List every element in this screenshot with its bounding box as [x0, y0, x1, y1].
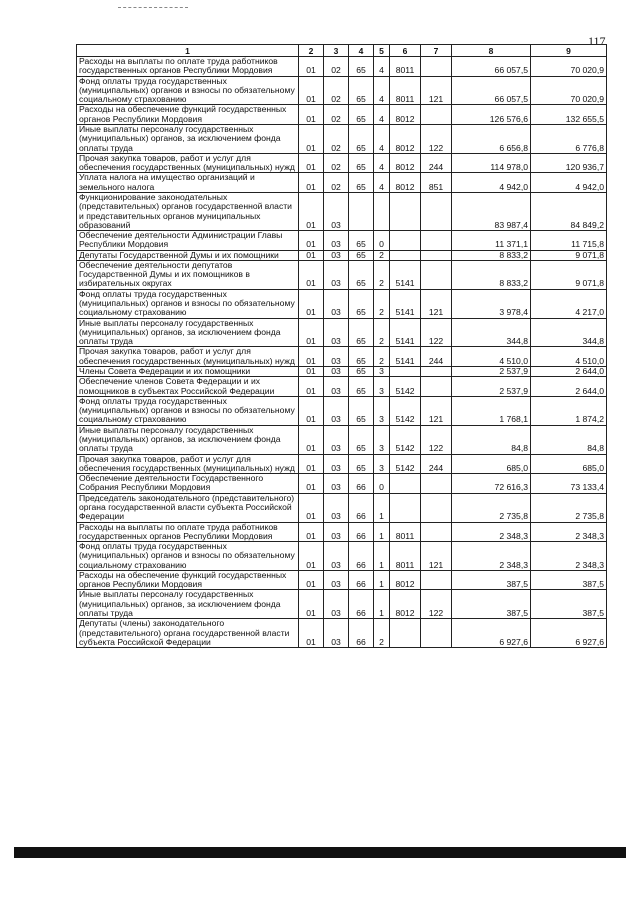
table-row	[77, 367, 607, 377]
amount-year1-cell: 387,5	[452, 590, 531, 619]
target-article-cell: 8011	[390, 522, 421, 542]
program-code-cell: 65	[349, 124, 374, 153]
row-name-cell: Иные выплаты персоналу государственных (муниципальных) органов, за исключением фонда оплаты труда	[77, 318, 299, 347]
section-code-cell: 01	[299, 377, 324, 397]
amount-year2-cell: 70 020,9	[531, 76, 607, 105]
header-cell: 8	[452, 45, 531, 57]
row-name-cell: Иные выплаты персоналу государственных (муниципальных) органов, за исключением фонда оплаты труда	[77, 425, 299, 454]
expense-type-cell	[421, 192, 452, 230]
amount-year1-cell: 114 978,0	[452, 153, 531, 173]
target-article-cell: 5142	[390, 425, 421, 454]
target-article-cell	[390, 367, 421, 377]
subprogram-code-cell: 2	[374, 318, 390, 347]
expense-type-cell: 121	[421, 396, 452, 425]
program-code-cell: 65	[349, 250, 374, 260]
program-code-cell: 65	[349, 396, 374, 425]
subsection-code-cell: 03	[324, 619, 349, 648]
program-code-cell: 66	[349, 542, 374, 571]
amount-year1-cell: 66 057,5	[452, 57, 531, 77]
table-row	[77, 231, 607, 251]
row-name-cell: Иные выплаты персоналу государственных (муниципальных) органов, за исключением фонда оплаты труда	[77, 590, 299, 619]
target-article-cell: 8012	[390, 124, 421, 153]
subsection-code-cell: 03	[324, 474, 349, 494]
subprogram-code-cell: 4	[374, 153, 390, 173]
program-code-cell: 65	[349, 289, 374, 318]
amount-year1-cell: 6 656,8	[452, 124, 531, 153]
budget-table	[76, 44, 607, 648]
subsection-code-cell: 03	[324, 570, 349, 590]
subsection-code-cell: 02	[324, 76, 349, 105]
subsection-code-cell: 03	[324, 367, 349, 377]
program-code-cell: 66	[349, 619, 374, 648]
target-article-cell: 5141	[390, 289, 421, 318]
amount-year2-cell: 132 655,5	[531, 105, 607, 125]
section-code-cell: 01	[299, 542, 324, 571]
expense-type-cell: 244	[421, 153, 452, 173]
amount-year2-cell: 2 348,3	[531, 542, 607, 571]
amount-year2-cell: 84 849,2	[531, 192, 607, 230]
amount-year2-cell: 6 927,6	[531, 619, 607, 648]
subsection-code-cell: 03	[324, 493, 349, 522]
expense-type-cell: 122	[421, 425, 452, 454]
expense-type-cell: 851	[421, 173, 452, 193]
program-code-cell: 65	[349, 347, 374, 367]
amount-year2-cell: 685,0	[531, 454, 607, 474]
subprogram-code-cell: 4	[374, 105, 390, 125]
target-article-cell: 5141	[390, 347, 421, 367]
table-body	[77, 57, 607, 648]
subprogram-code-cell: 0	[374, 231, 390, 251]
target-article-cell: 8011	[390, 57, 421, 77]
expense-type-cell	[421, 260, 452, 289]
subsection-code-cell: 02	[324, 173, 349, 193]
amount-year1-cell: 2 735,8	[452, 493, 531, 522]
row-name-cell: Прочая закупка товаров, работ и услуг для обеспечения государственных (муниципальных) нужд	[77, 454, 299, 474]
table-row	[77, 250, 607, 260]
amount-year2-cell: 1 874,2	[531, 396, 607, 425]
row-name-cell: Обеспечение деятельности Администрации Главы Республики Мордовия	[77, 231, 299, 251]
table-row	[77, 76, 607, 105]
section-code-cell: 01	[299, 231, 324, 251]
expense-type-cell	[421, 250, 452, 260]
subprogram-code-cell: 1	[374, 522, 390, 542]
table-row	[77, 542, 607, 571]
amount-year2-cell: 2 644,0	[531, 367, 607, 377]
section-code-cell: 01	[299, 173, 324, 193]
subsection-code-cell: 03	[324, 542, 349, 571]
amount-year2-cell: 11 715,8	[531, 231, 607, 251]
program-code-cell: 65	[349, 153, 374, 173]
program-code-cell: 65	[349, 76, 374, 105]
expense-type-cell	[421, 570, 452, 590]
section-code-cell: 01	[299, 260, 324, 289]
row-name-cell: Фонд оплаты труда государственных (муниципальных) органов и взносы по обязательному социальному страхованию	[77, 542, 299, 571]
subprogram-code-cell: 1	[374, 542, 390, 571]
amount-year1-cell: 1 768,1	[452, 396, 531, 425]
section-code-cell: 01	[299, 425, 324, 454]
header-cell: 7	[421, 45, 452, 57]
row-name-cell: Расходы на обеспечение функций государственных органов Республики Мордовия	[77, 570, 299, 590]
page-number: 117	[588, 34, 606, 48]
section-code-cell: 01	[299, 454, 324, 474]
row-name-cell: Функционирование законодательных (представительных) органов государственной власти и представительных органов муниципальных образований	[77, 192, 299, 230]
header-cell: 1	[77, 45, 299, 57]
program-code-cell: 65	[349, 377, 374, 397]
amount-year2-cell: 4 217,0	[531, 289, 607, 318]
section-code-cell: 01	[299, 522, 324, 542]
subprogram-code-cell: 3	[374, 367, 390, 377]
table-row	[77, 377, 607, 397]
section-code-cell: 01	[299, 347, 324, 367]
row-name-cell: Фонд оплаты труда государственных (муниципальных) органов и взносы по обязательному социальному страхованию	[77, 396, 299, 425]
row-name-cell: Члены Совета Федерации и их помощники	[77, 367, 299, 377]
amount-year1-cell: 8 833,2	[452, 260, 531, 289]
subprogram-code-cell: 2	[374, 289, 390, 318]
amount-year2-cell: 9 071,8	[531, 260, 607, 289]
expense-type-cell: 122	[421, 318, 452, 347]
section-code-cell: 01	[299, 570, 324, 590]
table-row	[77, 619, 607, 648]
subprogram-code-cell: 2	[374, 347, 390, 367]
amount-year1-cell: 3 978,4	[452, 289, 531, 318]
table-row	[77, 425, 607, 454]
amount-year1-cell: 83 987,4	[452, 192, 531, 230]
subprogram-code-cell: 1	[374, 493, 390, 522]
subsection-code-cell: 02	[324, 153, 349, 173]
subprogram-code-cell: 3	[374, 396, 390, 425]
section-code-cell: 01	[299, 474, 324, 494]
section-code-cell: 01	[299, 289, 324, 318]
expense-type-cell	[421, 231, 452, 251]
row-name-cell: Депутаты (члены) законодательного (представительного) органа государственной власти субъекта Российской Федерации	[77, 619, 299, 648]
section-code-cell: 01	[299, 590, 324, 619]
amount-year1-cell: 72 616,3	[452, 474, 531, 494]
amount-year1-cell: 126 576,6	[452, 105, 531, 125]
subsection-code-cell: 03	[324, 250, 349, 260]
target-article-cell: 5141	[390, 260, 421, 289]
target-article-cell: 8012	[390, 570, 421, 590]
subsection-code-cell: 02	[324, 124, 349, 153]
section-code-cell: 01	[299, 192, 324, 230]
row-name-cell: Депутаты Государственной Думы и их помощники	[77, 250, 299, 260]
section-code-cell: 01	[299, 493, 324, 522]
expense-type-cell: 122	[421, 590, 452, 619]
header-cell: 5	[374, 45, 390, 57]
expense-type-cell	[421, 57, 452, 77]
row-name-cell: Председатель законодательного (представительного) органа государственной власти субъекта Российской Федерации	[77, 493, 299, 522]
subprogram-code-cell: 3	[374, 454, 390, 474]
program-code-cell: 66	[349, 493, 374, 522]
expense-type-cell: 121	[421, 289, 452, 318]
row-name-cell: Уплата налога на имущество организаций и земельного налога	[77, 173, 299, 193]
subprogram-code-cell: 4	[374, 57, 390, 77]
subsection-code-cell: 03	[324, 347, 349, 367]
target-article-cell: 8012	[390, 590, 421, 619]
table-row	[77, 347, 607, 367]
amount-year1-cell: 387,5	[452, 570, 531, 590]
subprogram-code-cell	[374, 192, 390, 230]
scan-artifact	[118, 7, 188, 9]
target-article-cell	[390, 231, 421, 251]
section-code-cell: 01	[299, 76, 324, 105]
section-code-cell: 01	[299, 367, 324, 377]
expense-type-cell: 122	[421, 124, 452, 153]
amount-year1-cell: 84,8	[452, 425, 531, 454]
target-article-cell: 5142	[390, 377, 421, 397]
table-row	[77, 153, 607, 173]
table-row	[77, 396, 607, 425]
expense-type-cell	[421, 377, 452, 397]
target-article-cell	[390, 493, 421, 522]
table-row	[77, 454, 607, 474]
section-code-cell: 01	[299, 57, 324, 77]
expense-type-cell: 244	[421, 347, 452, 367]
amount-year2-cell: 4 942,0	[531, 173, 607, 193]
target-article-cell	[390, 619, 421, 648]
row-name-cell: Расходы на выплаты по оплате труда работников государственных органов Республики Мордовия	[77, 522, 299, 542]
table-row	[77, 474, 607, 494]
subsection-code-cell: 03	[324, 231, 349, 251]
section-code-cell: 01	[299, 318, 324, 347]
row-name-cell: Прочая закупка товаров, работ и услуг для обеспечения государственных (муниципальных) нужд	[77, 347, 299, 367]
program-code-cell: 65	[349, 260, 374, 289]
target-article-cell: 8012	[390, 105, 421, 125]
program-code-cell: 65	[349, 318, 374, 347]
subprogram-code-cell: 2	[374, 619, 390, 648]
amount-year1-cell: 8 833,2	[452, 250, 531, 260]
subsection-code-cell: 03	[324, 318, 349, 347]
amount-year1-cell: 2 348,3	[452, 522, 531, 542]
target-article-cell: 5142	[390, 396, 421, 425]
subsection-code-cell: 03	[324, 454, 349, 474]
program-code-cell: 65	[349, 454, 374, 474]
table-row	[77, 124, 607, 153]
subprogram-code-cell: 2	[374, 250, 390, 260]
row-name-cell: Обеспечение членов Совета Федерации и их помощников в субъектах Российской Федерации	[77, 377, 299, 397]
row-name-cell: Обеспечение деятельности Государственного Собрания Республики Мордовия	[77, 474, 299, 494]
amount-year2-cell: 73 133,4	[531, 474, 607, 494]
amount-year1-cell: 344,8	[452, 318, 531, 347]
table-row	[77, 57, 607, 77]
subsection-code-cell: 03	[324, 192, 349, 230]
header-cell: 2	[299, 45, 324, 57]
target-article-cell	[390, 474, 421, 494]
amount-year2-cell: 387,5	[531, 590, 607, 619]
table-row	[77, 260, 607, 289]
program-code-cell: 65	[349, 425, 374, 454]
header-cell: 6	[390, 45, 421, 57]
amount-year1-cell: 685,0	[452, 454, 531, 474]
amount-year2-cell: 84,8	[531, 425, 607, 454]
subsection-code-cell: 02	[324, 105, 349, 125]
amount-year1-cell: 66 057,5	[452, 76, 531, 105]
header-cell: 3	[324, 45, 349, 57]
expense-type-cell	[421, 367, 452, 377]
subsection-code-cell: 03	[324, 590, 349, 619]
section-code-cell: 01	[299, 124, 324, 153]
subsection-code-cell: 03	[324, 396, 349, 425]
subprogram-code-cell: 4	[374, 124, 390, 153]
expense-type-cell: 244	[421, 454, 452, 474]
table-row	[77, 590, 607, 619]
amount-year2-cell: 2 735,8	[531, 493, 607, 522]
expense-type-cell: 121	[421, 76, 452, 105]
target-article-cell: 8011	[390, 542, 421, 571]
program-code-cell: 66	[349, 590, 374, 619]
program-code-cell: 65	[349, 173, 374, 193]
section-code-cell: 01	[299, 153, 324, 173]
target-article-cell: 8012	[390, 173, 421, 193]
amount-year1-cell: 2 537,9	[452, 377, 531, 397]
program-code-cell: 66	[349, 522, 374, 542]
section-code-cell: 01	[299, 250, 324, 260]
section-code-cell: 01	[299, 105, 324, 125]
program-code-cell: 65	[349, 57, 374, 77]
expense-type-cell	[421, 474, 452, 494]
subsection-code-cell: 03	[324, 522, 349, 542]
amount-year1-cell: 2 348,3	[452, 542, 531, 571]
row-name-cell: Прочая закупка товаров, работ и услуг для обеспечения государственных (муниципальных) нужд	[77, 153, 299, 173]
amount-year2-cell: 2 348,3	[531, 522, 607, 542]
program-code-cell: 66	[349, 570, 374, 590]
amount-year2-cell: 120 936,7	[531, 153, 607, 173]
expense-type-cell: 121	[421, 542, 452, 571]
expense-type-cell	[421, 105, 452, 125]
expense-type-cell	[421, 493, 452, 522]
amount-year2-cell: 344,8	[531, 318, 607, 347]
program-code-cell: 65	[349, 105, 374, 125]
subprogram-code-cell: 4	[374, 173, 390, 193]
subprogram-code-cell: 3	[374, 425, 390, 454]
subprogram-code-cell: 3	[374, 377, 390, 397]
table-row	[77, 570, 607, 590]
row-name-cell: Обеспечение деятельности депутатов Государственной Думы и их помощников в избирательных округах	[77, 260, 299, 289]
table-row	[77, 173, 607, 193]
table-header-row	[77, 45, 607, 57]
subprogram-code-cell: 1	[374, 570, 390, 590]
expense-type-cell	[421, 522, 452, 542]
expense-type-cell	[421, 619, 452, 648]
header-cell: 9	[531, 45, 607, 57]
section-code-cell: 01	[299, 619, 324, 648]
row-name-cell: Расходы на обеспечение функций государственных органов Республики Мордовия	[77, 105, 299, 125]
target-article-cell: 5141	[390, 318, 421, 347]
subprogram-code-cell: 4	[374, 76, 390, 105]
table-row	[77, 318, 607, 347]
subsection-code-cell: 03	[324, 260, 349, 289]
amount-year1-cell: 6 927,6	[452, 619, 531, 648]
target-article-cell: 8012	[390, 153, 421, 173]
amount-year2-cell: 9 071,8	[531, 250, 607, 260]
amount-year2-cell: 70 020,9	[531, 57, 607, 77]
amount-year2-cell: 4 510,0	[531, 347, 607, 367]
amount-year2-cell: 2 644,0	[531, 377, 607, 397]
header-cell: 4	[349, 45, 374, 57]
subsection-code-cell: 03	[324, 377, 349, 397]
target-article-cell	[390, 192, 421, 230]
row-name-cell: Расходы на выплаты по оплате труда работников государственных органов Республики Мордовия	[77, 57, 299, 77]
amount-year2-cell: 6 776,8	[531, 124, 607, 153]
target-article-cell: 8011	[390, 76, 421, 105]
subprogram-code-cell: 2	[374, 260, 390, 289]
program-code-cell	[349, 192, 374, 230]
row-name-cell: Иные выплаты персоналу государственных (муниципальных) органов, за исключением фонда оплаты труда	[77, 124, 299, 153]
amount-year1-cell: 2 537,9	[452, 367, 531, 377]
section-code-cell: 01	[299, 396, 324, 425]
table-row	[77, 105, 607, 125]
subsection-code-cell: 02	[324, 57, 349, 77]
scan-edge-bar	[14, 847, 626, 858]
program-code-cell: 65	[349, 231, 374, 251]
row-name-cell: Фонд оплаты труда государственных (муниципальных) органов и взносы по обязательному социальному страхованию	[77, 76, 299, 105]
subprogram-code-cell: 1	[374, 590, 390, 619]
target-article-cell	[390, 250, 421, 260]
subsection-code-cell: 03	[324, 289, 349, 318]
program-code-cell: 66	[349, 474, 374, 494]
amount-year2-cell: 387,5	[531, 570, 607, 590]
table-row	[77, 289, 607, 318]
row-name-cell: Фонд оплаты труда государственных (муниципальных) органов и взносы по обязательному социальному страхованию	[77, 289, 299, 318]
amount-year1-cell: 11 371,1	[452, 231, 531, 251]
target-article-cell: 5142	[390, 454, 421, 474]
amount-year1-cell: 4 942,0	[452, 173, 531, 193]
table-row	[77, 493, 607, 522]
amount-year1-cell: 4 510,0	[452, 347, 531, 367]
program-code-cell: 65	[349, 367, 374, 377]
subprogram-code-cell: 0	[374, 474, 390, 494]
subsection-code-cell: 03	[324, 425, 349, 454]
table-row	[77, 522, 607, 542]
table-row	[77, 192, 607, 230]
